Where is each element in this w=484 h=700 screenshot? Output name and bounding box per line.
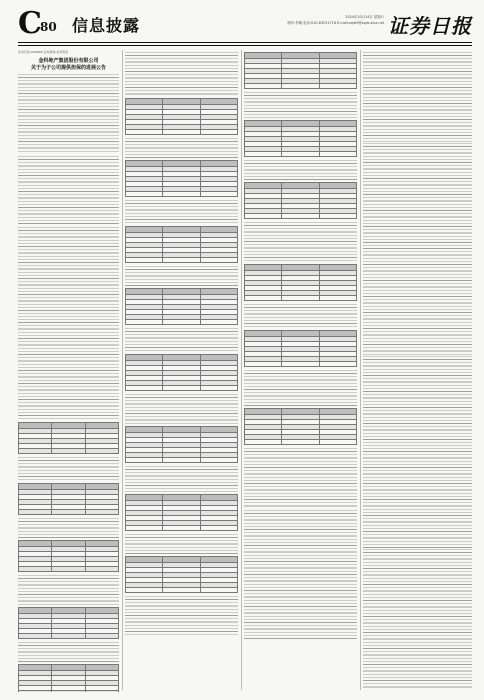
date-line: 2024年10月14日 星期六 <box>345 15 384 19</box>
contact-line: 制作:李娜 电话:010-83251716 E-mail:zqrb9@zqrb.sina.net <box>287 21 384 25</box>
table-row <box>245 362 357 367</box>
table-cell <box>85 510 118 515</box>
article-text-block <box>244 160 357 180</box>
column-2 <box>125 50 238 692</box>
table-cell <box>126 587 163 592</box>
article-text-block <box>125 138 238 158</box>
data-table <box>125 494 238 531</box>
table-row <box>245 296 357 301</box>
table-row <box>126 257 238 262</box>
table-cell <box>163 257 200 262</box>
table-row <box>126 587 238 592</box>
article-text-block <box>125 394 238 424</box>
article-text-block <box>18 156 119 226</box>
section-title: 信息披露 <box>72 16 141 35</box>
article-text-block <box>18 74 119 154</box>
data-table <box>244 264 357 301</box>
article-text-block <box>244 510 357 570</box>
column-3 <box>244 50 357 692</box>
table-cell <box>52 567 85 572</box>
table-cell <box>282 84 319 89</box>
table-cell <box>85 567 118 572</box>
table-row <box>126 191 238 196</box>
data-table <box>125 354 238 391</box>
table-cell <box>126 257 163 262</box>
table-cell <box>19 634 52 639</box>
table-cell <box>245 362 282 367</box>
table-cell <box>319 214 356 219</box>
article-text-block <box>244 304 357 328</box>
table-cell <box>200 457 237 462</box>
table-cell <box>163 587 200 592</box>
article-text-block <box>125 466 238 492</box>
header-meta <box>287 14 384 26</box>
article-text-block <box>125 52 238 96</box>
column-4 <box>363 50 472 692</box>
table-cell <box>200 191 237 196</box>
table-cell <box>163 525 200 530</box>
table-row <box>19 449 119 454</box>
table-cell <box>200 319 237 324</box>
table-cell <box>52 510 85 515</box>
article-text-block <box>125 328 238 352</box>
article-title-line2: 关于为子公司提供担保的进展公告 <box>30 64 106 71</box>
article-title <box>18 58 119 71</box>
article-title-line1: 金科地产集团股份有限公司 <box>38 58 99 64</box>
data-table <box>125 288 238 325</box>
article-text-block <box>363 448 472 548</box>
table-row <box>126 525 238 530</box>
article-text-block <box>125 596 238 636</box>
table-cell <box>319 440 356 445</box>
stock-code-line: 证券代码:000656 证券简称:金科股份 <box>18 50 69 54</box>
column-divider <box>360 50 361 690</box>
table-cell <box>319 84 356 89</box>
table-cell <box>319 296 356 301</box>
data-table <box>244 330 357 367</box>
table-row <box>126 385 238 390</box>
table-cell <box>200 525 237 530</box>
table-cell <box>200 129 237 134</box>
table-cell <box>245 152 282 157</box>
table-cell <box>282 440 319 445</box>
data-table <box>244 52 357 89</box>
table-cell <box>85 634 118 639</box>
data-table <box>125 160 238 197</box>
article-text-block <box>18 380 119 420</box>
table-row <box>245 440 357 445</box>
table-row <box>19 567 119 572</box>
article-text-block <box>18 642 119 662</box>
table-cell <box>126 525 163 530</box>
header-rule <box>18 42 472 43</box>
data-table <box>18 483 119 515</box>
article-text-block <box>125 266 238 286</box>
table-cell <box>85 691 118 693</box>
data-table <box>18 422 119 454</box>
data-table <box>18 607 119 639</box>
table-cell <box>126 457 163 462</box>
table-cell <box>282 362 319 367</box>
table-row <box>245 84 357 89</box>
table-cell <box>19 691 52 693</box>
article-text-block <box>18 227 119 317</box>
table-row <box>245 214 357 219</box>
article-text-block <box>244 370 357 406</box>
article-text-block <box>244 448 357 508</box>
table-cell <box>245 214 282 219</box>
data-table <box>18 540 119 572</box>
table-cell <box>163 457 200 462</box>
table-cell <box>163 385 200 390</box>
article-text-block <box>18 319 119 379</box>
table-cell <box>85 449 118 454</box>
table-cell <box>163 129 200 134</box>
table-cell <box>52 691 85 693</box>
table-row <box>126 129 238 134</box>
table-cell <box>245 440 282 445</box>
table-cell <box>282 152 319 157</box>
table-row <box>19 691 119 693</box>
article-text-block <box>244 571 357 641</box>
article-text-block <box>363 52 472 142</box>
table-cell <box>200 257 237 262</box>
table-cell <box>200 385 237 390</box>
table-row <box>245 152 357 157</box>
table-row <box>19 634 119 639</box>
column-divider <box>122 50 123 690</box>
table-cell <box>163 191 200 196</box>
table-cell <box>126 319 163 324</box>
data-table <box>244 408 357 445</box>
table-cell <box>163 319 200 324</box>
table-cell <box>200 587 237 592</box>
article-text-block <box>244 92 357 118</box>
data-table <box>244 182 357 219</box>
table-cell <box>52 634 85 639</box>
article-text-block <box>244 222 357 262</box>
section-letter: C <box>18 6 42 41</box>
article-text-block <box>363 245 472 355</box>
table-cell <box>319 152 356 157</box>
table-cell <box>52 449 85 454</box>
table-cell <box>19 449 52 454</box>
page-header <box>18 6 472 41</box>
newspaper-masthead: 证券日报 <box>388 14 472 38</box>
data-table <box>244 120 357 157</box>
article-text-block <box>18 518 119 538</box>
data-table <box>125 226 238 263</box>
article-text-block <box>363 143 472 243</box>
table-cell <box>282 296 319 301</box>
section-number: 80 <box>40 20 57 34</box>
table-row <box>126 319 238 324</box>
table-cell <box>126 129 163 134</box>
data-table <box>125 426 238 463</box>
data-table <box>18 664 119 692</box>
table-cell <box>319 362 356 367</box>
article-text-block <box>18 575 119 605</box>
article-text-block <box>18 457 119 481</box>
column-1 <box>18 50 119 692</box>
table-cell <box>19 567 52 572</box>
article-text-block <box>363 356 472 446</box>
table-row <box>19 510 119 515</box>
header-rule-thin <box>18 45 472 46</box>
table-row <box>126 457 238 462</box>
table-cell <box>126 191 163 196</box>
data-table <box>125 98 238 135</box>
article-text-block <box>125 534 238 554</box>
column-divider <box>241 50 242 690</box>
data-table <box>125 556 238 593</box>
table-cell <box>282 214 319 219</box>
article-text-block <box>363 549 472 689</box>
table-cell <box>245 84 282 89</box>
table-cell <box>245 296 282 301</box>
table-cell <box>19 510 52 515</box>
article-text-block <box>125 200 238 224</box>
table-cell <box>126 385 163 390</box>
